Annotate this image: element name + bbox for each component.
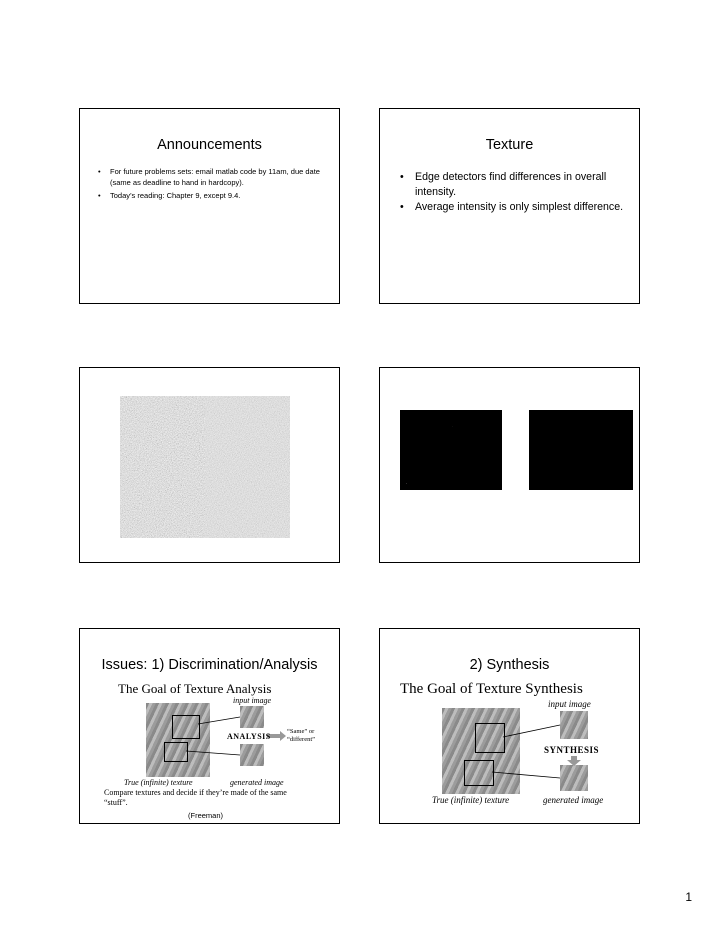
input-image-label: input image bbox=[548, 699, 591, 709]
edge-plot-right bbox=[529, 410, 633, 490]
analysis-label: ANALYSIS bbox=[227, 732, 271, 741]
bullet-item: • For future problems sets: email matlab code by 11am, due date (same as deadline to hand in hardcopy). bbox=[98, 167, 323, 188]
slide-title: Texture bbox=[485, 137, 534, 153]
connector-lines bbox=[380, 629, 639, 823]
generated-image-label: generated image bbox=[543, 795, 604, 805]
bullet-item: • Edge detectors find differences in overall intensity. bbox=[400, 170, 625, 200]
page-number: 1 bbox=[685, 890, 692, 904]
slide-title: 2) Synthesis bbox=[469, 657, 550, 673]
true-texture-label: True (infinite) texture bbox=[432, 795, 510, 805]
noise-right-half bbox=[205, 396, 290, 538]
slide-title: Issues: 1) Discrimination/Analysis bbox=[101, 657, 318, 673]
slide-edge-plots bbox=[379, 367, 640, 563]
figure-title: The Goal of Texture Synthesis bbox=[400, 681, 583, 697]
true-texture-label: True (infinite) texture bbox=[124, 778, 193, 787]
same-or-different-label: “Same” or “different” bbox=[287, 728, 316, 743]
generated-image-label: generated image bbox=[230, 778, 284, 787]
bullet-item: • Today’s reading: Chapter 9, except 9.4. bbox=[98, 191, 323, 202]
slide-noise-image bbox=[79, 367, 340, 563]
slide-analysis bbox=[79, 628, 340, 824]
slide-announcements bbox=[79, 108, 340, 304]
synthesis-label: SYNTHESIS bbox=[544, 745, 600, 755]
slide-synthesis bbox=[379, 628, 640, 824]
noise-texture-image bbox=[120, 396, 290, 538]
edge-plot-left bbox=[400, 410, 502, 490]
slide-texture bbox=[379, 108, 640, 304]
figure-caption: Compare textures and decide if they’re made of the same “stuff”. bbox=[104, 788, 287, 807]
noise-left-half bbox=[120, 396, 205, 538]
bullet-list bbox=[400, 170, 625, 215]
figure-title: The Goal of Texture Analysis bbox=[118, 681, 272, 696]
bullet-item: • Average intensity is only simplest difference. bbox=[400, 200, 625, 215]
bullet-list bbox=[98, 167, 323, 205]
input-image-label: input image bbox=[233, 696, 271, 705]
slide-title: Announcements bbox=[157, 137, 262, 153]
credit-text: (Freeman) bbox=[188, 811, 224, 820]
